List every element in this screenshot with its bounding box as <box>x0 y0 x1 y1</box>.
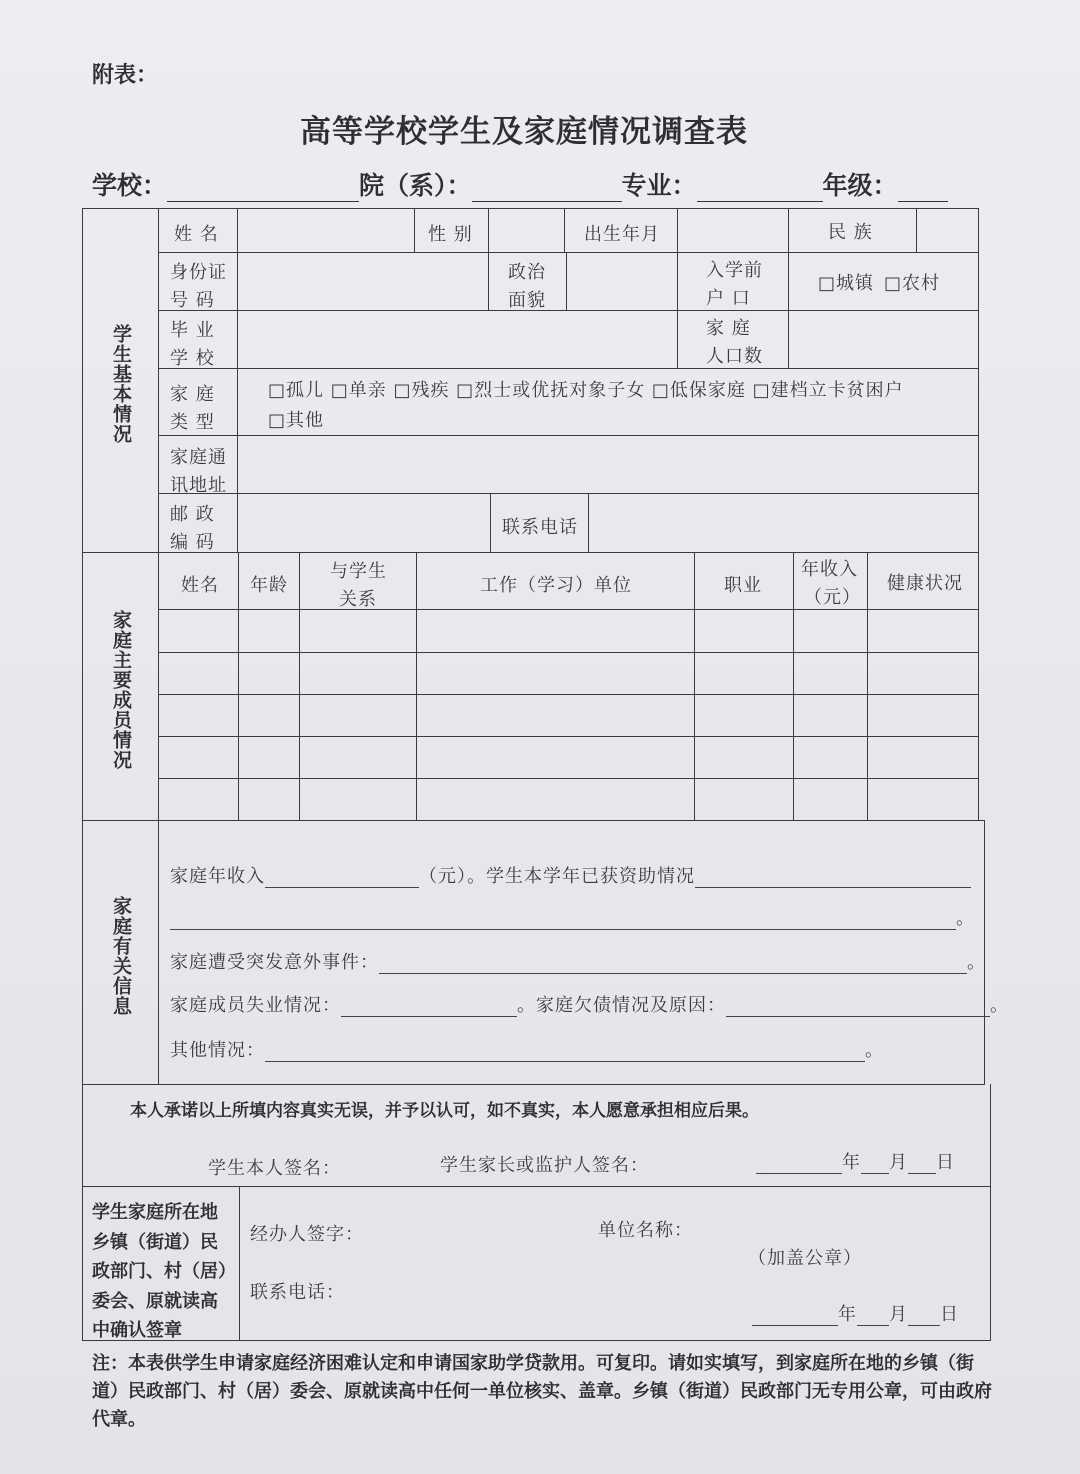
debt-field[interactable] <box>726 998 990 1017</box>
gender-label: 性 别 <box>428 224 473 245</box>
confirm-phone-label: 联系电话： <box>250 1282 345 1303</box>
hukou-label-line1: 入学前 <box>706 260 763 281</box>
confirm-label-line: 中确认签章 <box>92 1320 182 1341</box>
month-label: 月 <box>889 1152 908 1173</box>
politics-label-line2: 面貌 <box>508 290 546 311</box>
other-label: 其他情况： <box>170 1040 265 1061</box>
confirm-label <box>92 1198 236 1346</box>
unemployment-field[interactable] <box>341 998 517 1017</box>
member-col-name: 姓名 <box>181 575 219 596</box>
aid-field-continued[interactable] <box>170 911 956 930</box>
major-label: 专业： <box>621 171 697 200</box>
period: 。 <box>990 995 1009 1016</box>
aid-continuation-line <box>170 904 975 930</box>
ethnicity-label: 民 族 <box>828 222 873 243</box>
grad-school-label-line1: 毕 业 <box>170 320 215 341</box>
section-basic-info: 学生基本情况 <box>110 324 132 444</box>
member-col-relation-line2: 关系 <box>339 589 377 610</box>
postcode-label-line1: 邮 政 <box>170 504 215 525</box>
footnote: 注：本表供学生申请家庭经济困难认定和申请国家助学贷款用。可复印。请如实填写，到家庭所在地的乡镇（街道）民政部门、村（居）委会、原就读高中任何一单位核实、盖章。乡镇（街道）民政部门无专用公章，可由政府代章。 <box>92 1353 992 1430</box>
unit-name-label: 单位名称： <box>598 1220 693 1241</box>
year-label: 年 <box>838 1304 857 1325</box>
accident-field[interactable] <box>379 955 967 974</box>
accident-line <box>170 948 986 974</box>
confirm-label-line: 政部门、村（居） <box>92 1261 236 1282</box>
day-label: 日 <box>940 1304 959 1325</box>
year-label: 年 <box>842 1152 861 1173</box>
confirm-label-line: 学生家庭所在地 <box>92 1202 218 1223</box>
school-field[interactable] <box>167 176 359 202</box>
header-fields <box>92 166 948 202</box>
family-type-label-line1: 家 庭 <box>170 384 215 405</box>
attachment-label: 附表： <box>92 63 159 88</box>
grade-field[interactable] <box>898 176 948 202</box>
handler-signature-label: 经办人签字： <box>250 1224 364 1245</box>
accident-label: 家庭遭受突发意外事件： <box>170 952 379 973</box>
hukou-urban-checkbox[interactable]: □城镇 <box>818 273 875 294</box>
birth-label: 出生年月 <box>584 224 660 245</box>
confirm-label-line: 乡镇（街道）民 <box>92 1231 218 1253</box>
member-col-age: 年龄 <box>250 575 288 596</box>
section-family-info: 家庭有关信息 <box>110 896 132 1016</box>
grade-label: 年级： <box>822 171 898 200</box>
household-size-label-line1: 家 庭 <box>706 318 751 339</box>
school-label: 学校： <box>92 171 168 200</box>
debt-label: 。家庭欠债情况及原因： <box>517 995 726 1016</box>
politics-label-line1: 政治 <box>508 262 546 283</box>
section-family-members: 家庭主要成员情况 <box>110 610 132 770</box>
other-line <box>170 1036 884 1062</box>
grad-school-label-line2: 学 校 <box>170 348 215 369</box>
confirm-day-field[interactable] <box>908 1307 940 1326</box>
member-col-work: 工作（学习）单位 <box>480 575 632 596</box>
confirm-year-field[interactable] <box>752 1307 838 1326</box>
confirm-month-field[interactable] <box>857 1307 889 1326</box>
household-size-label-line2: 人口数 <box>706 346 763 367</box>
income-line <box>170 862 971 888</box>
family-type-options[interactable]: □孤儿 □单亲 □残疾 □烈士或优抚对象子女 □低保家庭 □建档立卡贫困户 <box>268 380 904 401</box>
family-type-label-line2: 类 型 <box>170 412 215 433</box>
pledge-year-field[interactable] <box>756 1155 842 1174</box>
pledge-day-field[interactable] <box>908 1155 936 1174</box>
period: 。 <box>865 1040 884 1061</box>
pledge-statement: 本人承诺以上所填内容真实无误，并予以认可，如不真实，本人愿意承担相应后果。 <box>130 1101 759 1121</box>
confirm-label-line: 委会、原就读高 <box>92 1290 218 1312</box>
department-field[interactable] <box>472 176 622 202</box>
other-field[interactable] <box>265 1043 865 1062</box>
member-col-health: 健康状况 <box>887 573 963 594</box>
seal-label: （加盖公章） <box>748 1248 862 1269</box>
major-field[interactable] <box>697 176 823 202</box>
name-label: 姓 名 <box>174 224 219 245</box>
member-col-income-line2: （元） <box>804 587 861 608</box>
hukou-rural-checkbox[interactable]: □农村 <box>884 273 941 294</box>
period: 。 <box>967 952 986 973</box>
period: 。 <box>956 908 975 929</box>
member-col-job: 职业 <box>724 575 762 596</box>
postcode-label-line2: 编 码 <box>170 532 215 553</box>
month-label: 月 <box>889 1304 908 1325</box>
income-label: 家庭年收入 <box>170 866 265 887</box>
address-label-line2: 讯地址 <box>170 475 227 496</box>
pledge-date <box>756 1148 955 1174</box>
unemployment-line <box>170 991 1009 1017</box>
aid-field[interactable] <box>695 869 971 888</box>
day-label: 日 <box>936 1152 955 1173</box>
address-label-line1: 家庭通 <box>170 447 227 468</box>
pledge-month-field[interactable] <box>861 1155 889 1174</box>
page-title: 高等学校学生及家庭情况调查表 <box>300 114 748 150</box>
family-type-other[interactable]: □其他 <box>268 410 325 431</box>
income-unit: （元）。学生本学年已获资助情况 <box>419 866 695 887</box>
income-field[interactable] <box>265 869 419 888</box>
confirm-date <box>752 1300 959 1326</box>
member-col-income-line1: 年收入 <box>801 559 858 580</box>
guardian-signature-label: 学生家长或监护人签名： <box>440 1155 649 1176</box>
phone-label: 联系电话 <box>502 517 578 538</box>
member-col-relation-line1: 与学生 <box>330 561 387 582</box>
unemployment-label: 家庭成员失业情况： <box>170 995 341 1016</box>
student-signature-label: 学生本人签名： <box>208 1158 341 1179</box>
department-label: 院（系）： <box>359 171 472 200</box>
id-label-line1: 身份证 <box>170 262 227 283</box>
hukou-label-line2: 户 口 <box>706 288 751 309</box>
id-label-line2: 号 码 <box>170 290 215 311</box>
